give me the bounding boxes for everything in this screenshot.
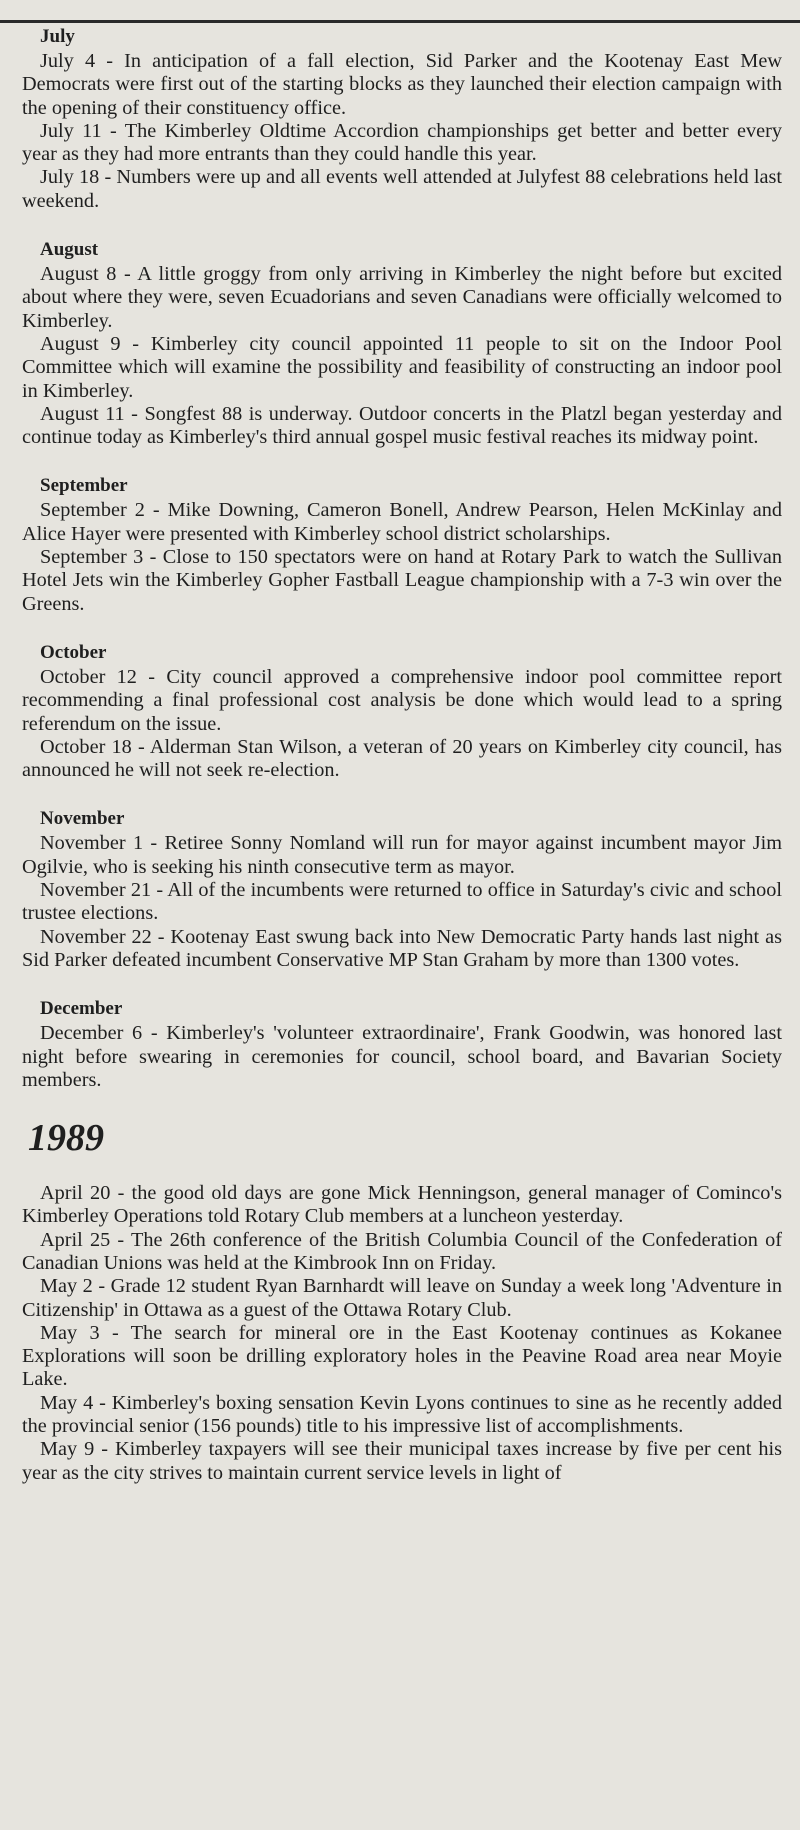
entry: July 4 - In anticipation of a fall election, Sid Parker and the Kootenay East Mew Democrats were first out of the starting blocks as they launched their election campaign with the opening of their constituency office. bbox=[22, 50, 782, 119]
section-heading: October bbox=[40, 641, 107, 663]
top-rule bbox=[0, 20, 800, 23]
entry: April 20 - the good old days are gone Mick Henningson, general manager of Cominco's Kimberley Operations told Rotary Club members at a luncheon yesterday. bbox=[22, 1182, 782, 1228]
section-december bbox=[22, 998, 782, 1092]
entry: November 22 - Kootenay East swung back into New Democratic Party hands last night as Sid Parker defeated incumbent Conservative MP Stan Graham by more than 1300 votes. bbox=[22, 925, 782, 971]
section-heading: July bbox=[40, 26, 75, 47]
section-november bbox=[22, 808, 782, 972]
entry: July 18 - Numbers were up and all events well attended at Julyfest 88 celebrations held last weekend. bbox=[22, 166, 782, 212]
entry: August 11 - Songfest 88 is underway. Outdoor concerts in the Platzl began yesterday and continue today as Kimberley's third annual gospel music festival reaches its midway point. bbox=[22, 402, 782, 449]
entry: October 18 - Alderman Stan Wilson, a veteran of 20 years on Kimberley city council, has announced he will not seek re-election. bbox=[22, 735, 782, 782]
entry: May 2 - Grade 12 student Ryan Barnhardt will leave on Sunday a week long 'Adventure in Citizenship' in Ottawa as a guest of the Ottawa Rotary Club. bbox=[22, 1275, 782, 1321]
entry: October 12 - City council approved a comprehensive indoor pool committee report recommending a final professional cost analysis be done which would lead to a spring referendum on the issue. bbox=[22, 665, 782, 735]
section-heading: September bbox=[40, 475, 128, 497]
section-september bbox=[22, 475, 782, 615]
section-heading: December bbox=[40, 998, 123, 1020]
entry: August 9 - Kimberley city council appointed 11 people to sit on the Indoor Pool Committee which will examine the possibility and feasibility of constructing an indoor pool in Kimberley. bbox=[22, 332, 782, 402]
entry: May 9 - Kimberley taxpayers will see their municipal taxes increase by five per cent his year as the city strives to maintain current service levels in light of bbox=[22, 1438, 782, 1484]
entry: July 11 - The Kimberley Oldtime Accordion championships get better and better every year as they had more entrants than they could handle this year. bbox=[22, 119, 782, 166]
section-august bbox=[22, 239, 782, 449]
article-body bbox=[22, 0, 782, 1485]
entry: November 21 - All of the incumbents were returned to office in Saturday's civic and school trustee elections. bbox=[22, 879, 782, 925]
section-heading: August bbox=[40, 239, 99, 261]
entry: May 4 - Kimberley's boxing sensation Kevin Lyons continues to sine as he recently added the provincial senior (156 pounds) title to his impressive list of accomplishments. bbox=[22, 1391, 782, 1438]
entry: September 2 - Mike Downing, Cameron Bonell, Andrew Pearson, Helen McKinlay and Alice Hayer were presented with Kimberley school district scholarships. bbox=[22, 499, 782, 545]
section-july bbox=[22, 26, 782, 213]
year-heading: 1989 bbox=[28, 1117, 104, 1160]
section-1989 bbox=[22, 1118, 782, 1485]
entry: April 25 - The 26th conference of the British Columbia Council of the Confederation of Canadian Unions was held at the Kimbrook Inn on Friday. bbox=[22, 1228, 782, 1274]
section-heading: November bbox=[40, 808, 125, 830]
entry: August 8 - A little groggy from only arriving in Kimberley the night before but excited about where they were, seven Ecuadorians and seven Canadians were officially welcomed to Kimberley. bbox=[22, 263, 782, 332]
entry: May 3 - The search for mineral ore in the East Kootenay continues as Kokanee Explorations will soon be drilling exploratory holes in the Peavine Road area near Moyie Lake. bbox=[22, 1321, 782, 1391]
section-october bbox=[22, 642, 782, 782]
entry: November 1 - Retiree Sonny Nomland will run for mayor against incumbent mayor Jim Ogilvie, who is seeking his ninth consecutive term as mayor. bbox=[22, 832, 782, 878]
entry: September 3 - Close to 150 spectators were on hand at Rotary Park to watch the Sullivan Hotel Jets win the Kimberley Gopher Fastball League championship with a 7-3 win over the Greens. bbox=[22, 546, 782, 615]
entry: December 6 - Kimberley's 'volunteer extraordinaire', Frank Goodwin, was honored last night before swearing in ceremonies for council, school board, and Bavarian Society members. bbox=[22, 1022, 782, 1091]
